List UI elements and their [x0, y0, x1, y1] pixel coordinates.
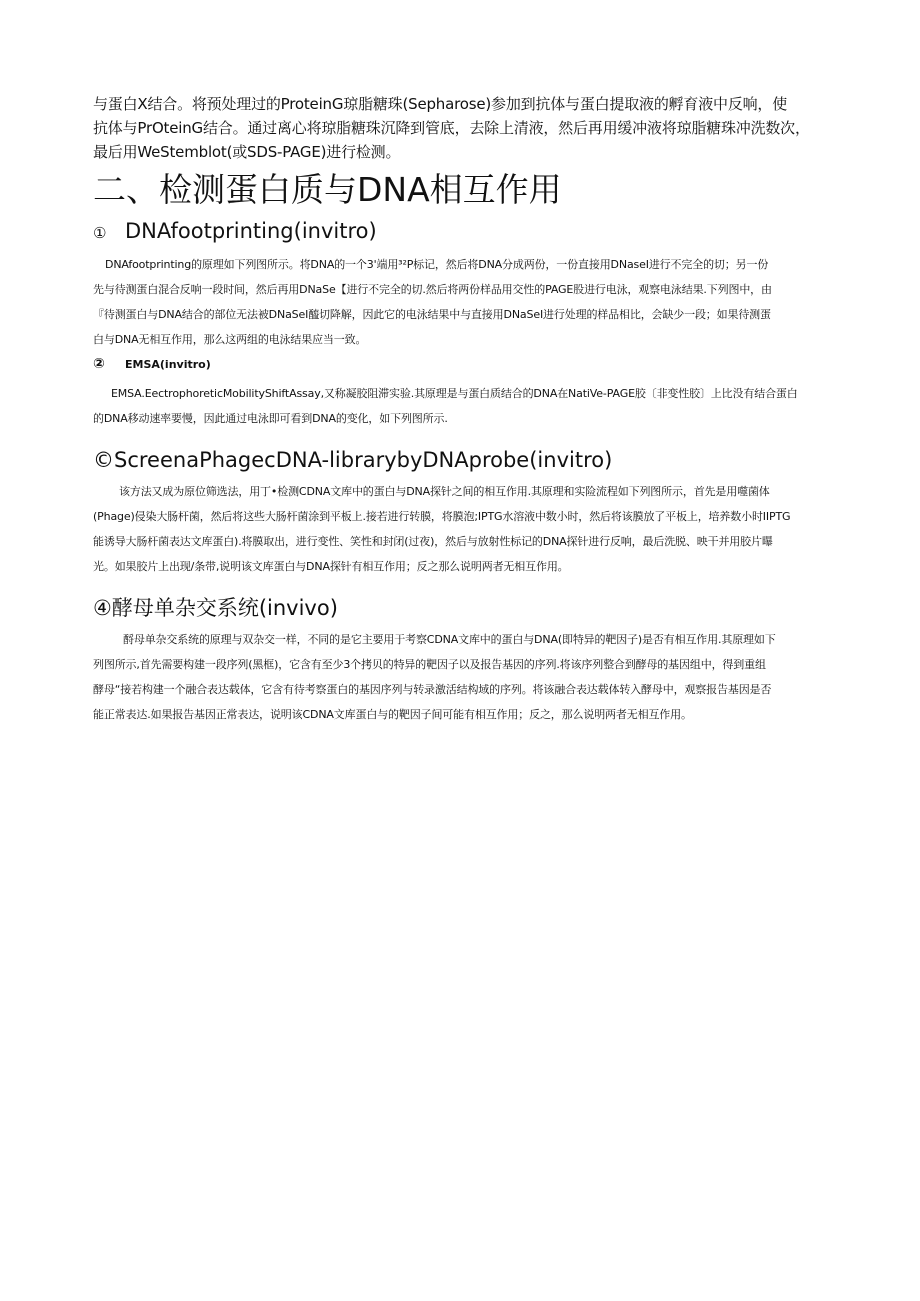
paragraph-line: 先与待测蛋白混合反响一段时间，然后再用DNaSe【进行不完全的切.然后将两份样品用交性的PAGE股进行电泳，观察电泳结果.下列图中，由 [93, 283, 772, 296]
paragraph-line: 酹母单杂交系统的原理与双杂交一样，不同的是它主要用于考察CDNA文库中的蛋白与DNA(即特异的靶因子)是否有相互作用.其原理如下 [123, 633, 776, 646]
paragraph-line: 光。如果胶片上出现/条带,说明该文库蛋白与DNA探针有相互作用；反之那么说明两者无相互作用。 [93, 560, 569, 573]
heading-number: ① [93, 224, 107, 242]
paragraph-line: 该方法又成为原位筛选法，用丁•检测CDNA文库中的蛋白与DNA探针之间的相互作用.其原理和实险流程如下列图所示，首先是用噬菌体 [119, 485, 770, 498]
section-yeast-one-hybrid [93, 593, 840, 727]
section-dna-footprinting [93, 216, 840, 352]
paragraph-line: (Phage)侵染大肠杆菌，然后将这些大肠杆菌涂到平板上.接若进行转膜，将膜泡;IPTG水溶液中数小时，然后将该膜放了平板上，培养数小时IIPTG [93, 510, 791, 523]
intro-line-2: 抗体与PrOteinG结合。通过离心将琼脂糖珠沉降到管底，去除上清液，然后再用缓冲液将琼脂糖珠冲洗数次， [93, 119, 810, 137]
paragraph-line: 能正常表达.如果报告基因正常表达，说明该CDNA文库蛋白与的靶因子间可能有相互作用；反之，那么说明两者无相互作用。 [93, 708, 692, 721]
paragraph-line: DNAfootprinting的原理如下列图所示。将DNA的一个3'端用³²P标记，然后将DNA分成两份，一份直接用DNaseI进行不完全的切；另一份 [105, 258, 769, 271]
heading-text: DNAfootprinting(invitro) [125, 219, 377, 243]
section-emsa [93, 354, 840, 431]
paragraph-line: 的DNA移动速率要慢，因此通过电泳即可看到DNA的变化，如下列图所示. [93, 412, 448, 425]
paragraph-line: EMSA.EectrophoreticMobilityShiftAssay,又称凝胶阻滞实验.其原理是与蛋白质结合的DNA在NatiVe-PAGE胶〔非变性胶〕上比没有结合蛋白 [111, 387, 798, 400]
heading-number: ② [93, 356, 105, 372]
spacer [93, 431, 840, 441]
paragraph-line: 『待测蛋白与DNA结合的部位无法被DNaSeI醯切降解，因此它的电泳结果中与直接用DNaSeI进行处理的样品相比，会缺少一段；如果待测蛋 [93, 308, 771, 321]
paragraph-line: 列图所示,首先需要构建一段序列(黑框)，它含有至少3个拷贝的特异的靶因子以及报告基因的序列.将该序列整合到酵母的基因组中，得到重组 [93, 658, 766, 671]
paragraph-line: 白与DNA无相互作用，那么这两组的电泳结果应当一致。 [93, 333, 367, 346]
heading-yeast-one-hybrid: ④酵母单杂交系统(invivo) [93, 596, 338, 620]
heading-dna-footprinting [93, 216, 840, 248]
section-title: 二、检测蛋白质与DNA相互作用 [93, 170, 562, 209]
intro-line-3: 最后用WeStemblot(或SDS-PAGE)进行检测。 [93, 143, 401, 161]
heading-text: EMSA(invitro) [125, 358, 211, 371]
spacer [93, 579, 840, 589]
heading-phage-screen: ©ScreenaPhagecDNA-librarybyDNAprobe(invitro) [93, 448, 613, 472]
intro-paragraph [93, 92, 840, 164]
section-phage-screen [93, 445, 840, 579]
paragraph-line: 能诱导大肠杆菌表达文库蛋白).将膜取出，进行变性、笑性和封闭(过夜)，然后与放射性标记的DNA探针进行反响，最后洗脱、映干并用胶片曝 [93, 535, 773, 548]
heading-emsa [93, 354, 840, 375]
intro-line-1: 与蛋白X结合。将预处理过的ProteinG琼脂糖珠(Sepharose)参加到抗体与蛋白提取液的孵育液中反响，使 [93, 95, 788, 113]
paragraph-line: 酵母“接若构建一个融合表达载体，它含有待考察蛋白的基因序列与转录激活结构域的序列。将该融合表达载体转入酵母中，观察报告基因是否 [93, 683, 772, 696]
